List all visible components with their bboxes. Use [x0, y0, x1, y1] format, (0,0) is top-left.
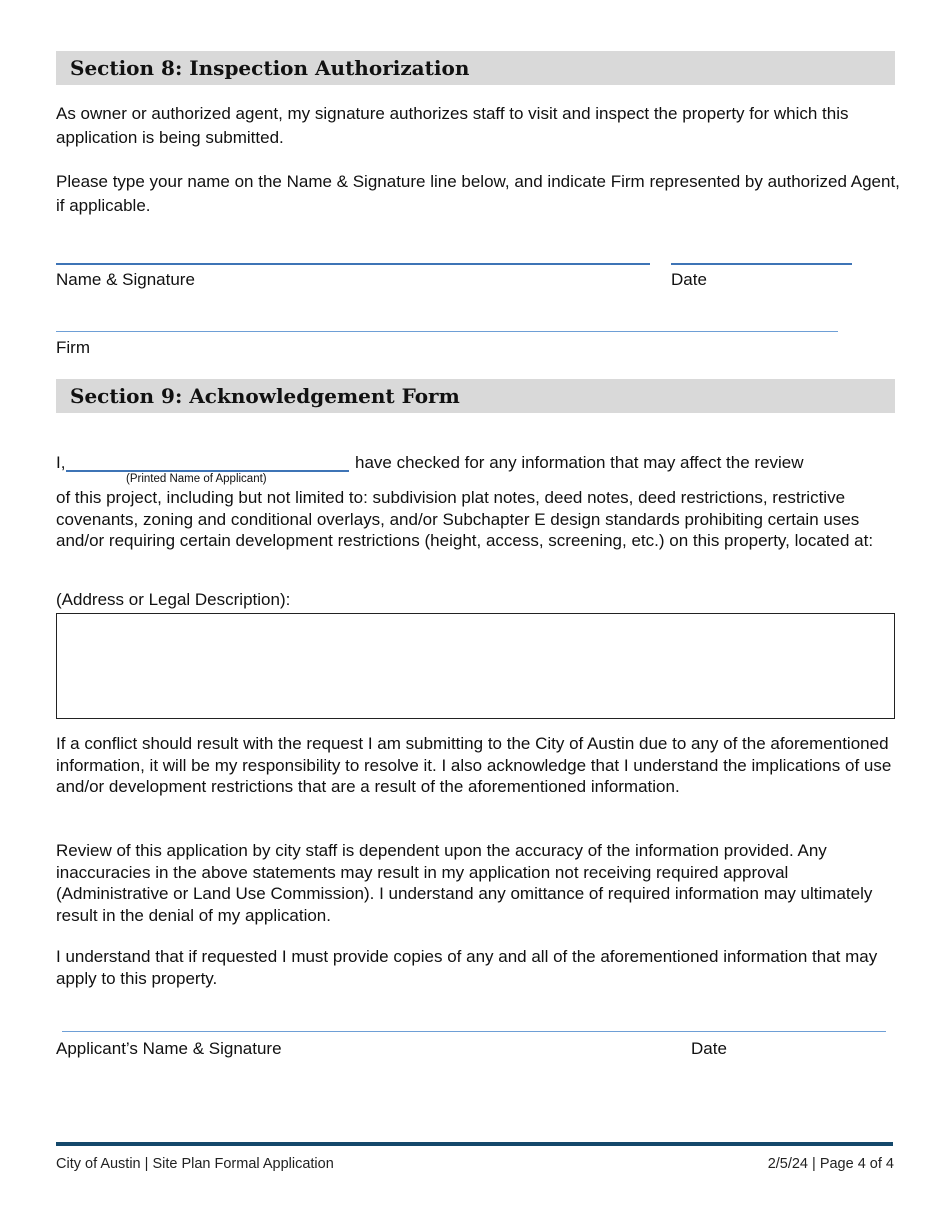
- section-9-title: Section 9: Acknowledgement Form: [70, 384, 460, 408]
- acknowledgement-line-1: have checked for any information that may affect the review: [355, 453, 804, 472]
- conflict-paragraph: If a conflict should result with the request I am submitting to the City of Austin due to any of the aforementioned information, it will be my responsibility to resolve it. I also acknowledge that I understand the implications of use and/or development restrictions that are a result of the aforementioned information.: [56, 734, 892, 796]
- name-signature-label: Name & Signature: [56, 270, 195, 289]
- address-label: (Address or Legal Description):: [56, 590, 291, 609]
- applicant-signature-line[interactable]: [62, 1031, 886, 1032]
- printed-name-caption: (Printed Name of Applicant): [126, 473, 267, 485]
- footer-rule: [56, 1142, 893, 1146]
- date-line[interactable]: [671, 263, 852, 265]
- firm-line[interactable]: [56, 331, 838, 332]
- review-paragraph: Review of this application by city staff is dependent upon the accuracy of the information provided. Any inaccuracies in the above statements may result in my application not receiving required approval (Administrative or Land Use Commission). I understand any omittance of required information may ultimately result in the denial of my application.: [56, 841, 873, 925]
- applicant-date-label: Date: [691, 1039, 727, 1058]
- section-8-paragraph-2: Please type your name on the Name & Signature line below, and indicate Firm represented by authorized Agent, if applicable.: [56, 172, 900, 215]
- applicant-signature-label: Applicant’s Name & Signature: [56, 1039, 282, 1058]
- section-8-paragraph-1: As owner or authorized agent, my signature authorizes staff to visit and inspect the property for which this application is being submitted.: [56, 104, 849, 147]
- printed-name-line[interactable]: [66, 470, 349, 472]
- address-input-box[interactable]: [56, 613, 895, 719]
- date-label: Date: [671, 270, 707, 289]
- footer-page-number: 2/5/24 | Page 4 of 4: [767, 1156, 894, 1172]
- acknowledgement-prefix: I,: [56, 453, 66, 472]
- copies-paragraph: I understand that if requested I must provide copies of any and all of the aforementioned information that may apply to this property.: [56, 947, 878, 988]
- firm-label: Firm: [56, 338, 90, 357]
- acknowledgement-paragraph: of this project, including but not limited to: subdivision plat notes, deed notes, deed restrictions, restrictive covenants, zoning and conditional overlays, and/or Subchapter E design standards prohibiting certain uses and/or requiring certain development restrictions (height, access, screening, etc.) on this property, located at:: [56, 488, 874, 550]
- footer-left: City of Austin | Site Plan Formal Application: [56, 1156, 334, 1172]
- section-8-title: Section 8: Inspection Authorization: [70, 56, 470, 80]
- section-9-header: [56, 379, 895, 413]
- section-8-header: [56, 51, 895, 85]
- name-signature-line[interactable]: [56, 263, 650, 265]
